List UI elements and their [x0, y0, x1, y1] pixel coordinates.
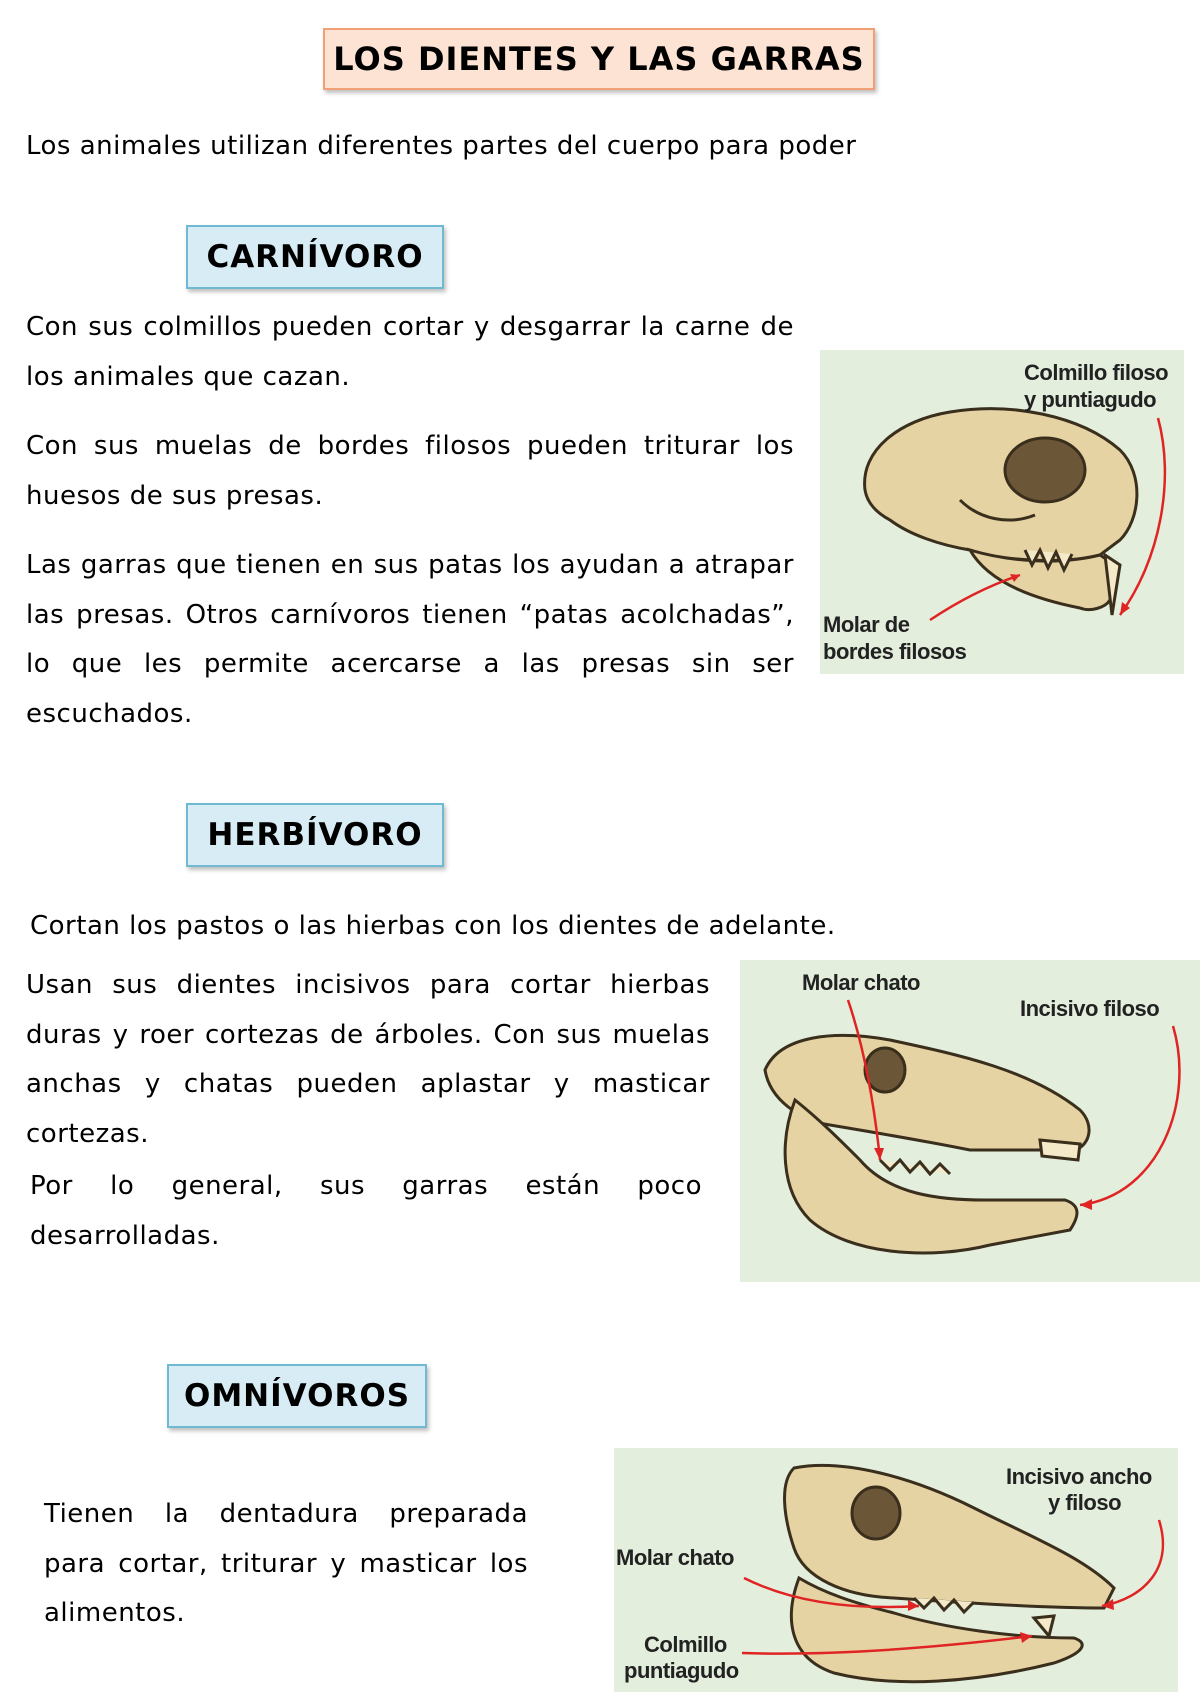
intro-text: Los animales utilizan diferentes partes del cuerpo para poder	[26, 131, 857, 161]
herbivoro-paragraph-2: Por lo general, sus garras están poco desarrolladas.	[30, 1171, 702, 1251]
omnivore-label-canine-line2: puntiagudo	[624, 1658, 739, 1683]
carnivore-label-molar-line1: Molar de	[823, 612, 910, 637]
carnivoro-paragraph-1: Con sus colmillos pueden cortar y desgarrar la carne de los animales que cazan.	[26, 312, 794, 392]
carnivoro-paragraph-2: Con sus muelas de bordes filosos pueden triturar los huesos de sus presas.	[26, 431, 794, 511]
carnivore-label-canine-line2: y puntiagudo	[1024, 387, 1157, 412]
herbivoro-intro: Cortan los pastos o las hierbas con los dientes de adelante.	[30, 911, 836, 941]
heading-herbivoro: HERBÍVORO	[186, 803, 444, 867]
herbivore-label-molar: Molar chato	[802, 970, 920, 995]
herbivoro-paragraph-1: Usan sus dientes incisivos para cortar hierbas duras y roer cortezas de árboles. Con sus muelas anchas y chatas pueden aplastar y masticar cortezas.	[26, 970, 710, 1149]
carnivoro-paragraph-3: Las garras que tienen en sus patas los ayudan a atrapar las presas. Otros carnívoros tienen “patas acolchadas”, lo que les permite acercarse a las presas sin ser escuchados.	[26, 550, 794, 729]
carnivore-skull-figure	[820, 350, 1184, 674]
herbivore-label-incisor: Incisivo filoso	[1020, 996, 1160, 1021]
omnivore-skull-figure	[614, 1448, 1178, 1692]
heading-omnivoros: OMNÍVOROS	[167, 1364, 427, 1428]
omnivore-label-canine-line1: Colmillo	[644, 1632, 727, 1657]
page-title: LOS DIENTES Y LAS GARRAS	[323, 28, 875, 90]
herbivore-skull-figure	[740, 960, 1200, 1282]
omnivore-label-incisor-line2: y filoso	[1048, 1490, 1122, 1515]
omnivore-label-molar: Molar chato	[616, 1545, 734, 1570]
carnivore-label-molar-line2: bordes filosos	[823, 639, 967, 664]
omnivoros-paragraph: Tienen la dentadura preparada para cortar, triturar y masticar los alimentos.	[44, 1499, 528, 1628]
heading-carnivoro: CARNÍVORO	[186, 225, 444, 289]
omnivore-label-incisor-line1: Incisivo ancho	[1006, 1464, 1152, 1489]
carnivore-label-canine-line1: Colmillo filoso	[1024, 360, 1169, 385]
